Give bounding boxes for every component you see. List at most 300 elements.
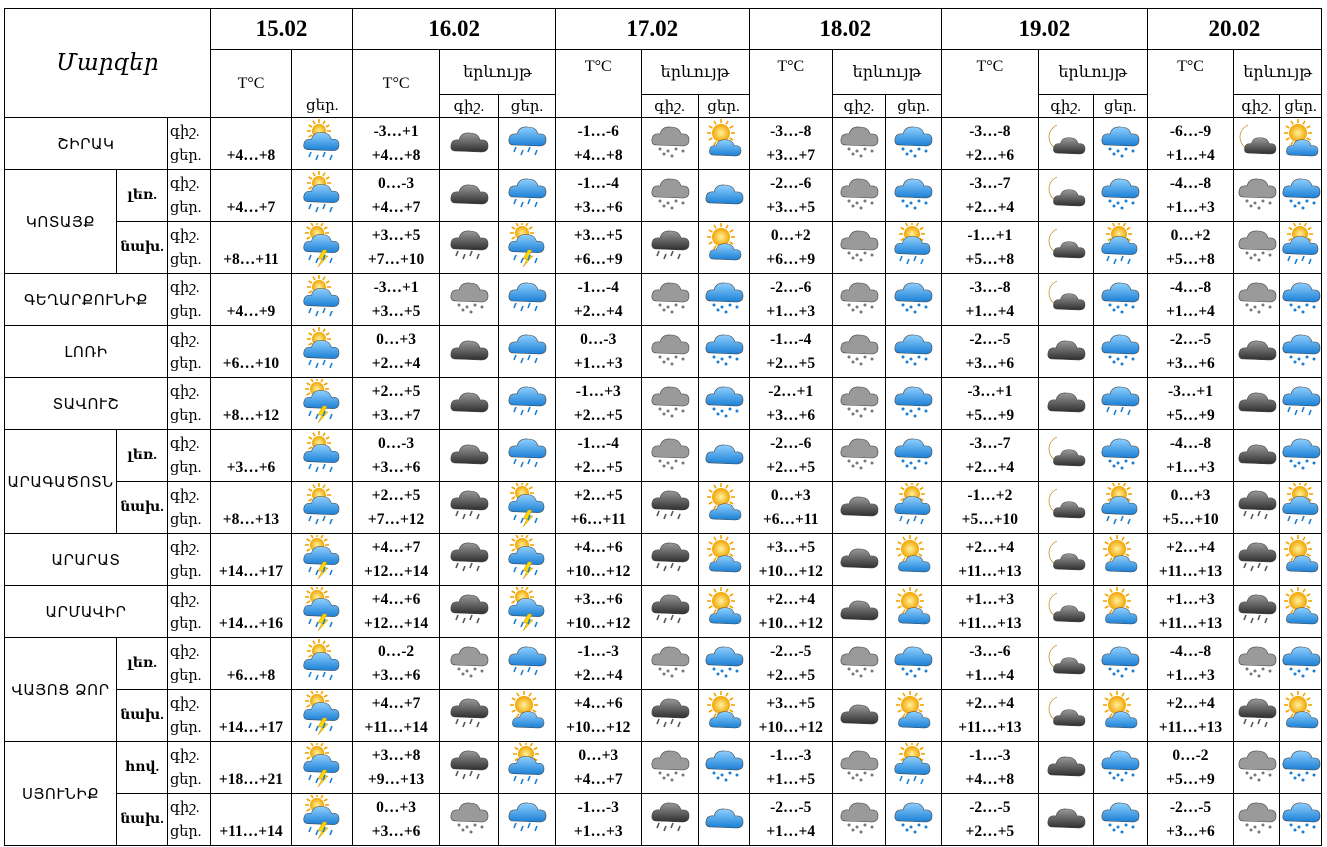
weather-icon-cell [498,222,555,274]
weather-icon-cell [439,274,498,326]
temp-cell: -1…-6 +4…+8 [555,118,641,170]
weather-icon-cell [439,170,498,222]
temp-cell: -4…-8 +1…+3 [1147,430,1234,482]
blue-snow-icon [1280,795,1321,839]
blue-snow-icon [1280,743,1321,787]
temp-cell: +3…+5 +10…+12 [749,534,833,586]
weather-icon-cell [498,586,555,638]
temp-cell: -1…+3 +2…+5 [555,378,641,430]
temp-cell: -3…-7 +2…+4 [941,170,1038,222]
cloud-dark-icon [448,119,490,163]
weather-icon-cell [698,430,749,482]
weather-icon-cell [1234,534,1280,586]
weather-icon-cell [1234,378,1280,430]
storm-sun-icon [301,535,343,579]
weather-icon-cell [698,378,749,430]
temp-cell: +3…+6 [210,430,291,482]
cloud-dark-icon [1045,795,1087,839]
day-subheader: ցեր. [1093,95,1147,118]
subregion-label: նախ. [117,794,168,846]
cloud-dark-icon [448,379,490,423]
snow-cloud-icon [448,275,490,319]
weather-icon-cell [1038,378,1093,430]
subregion-label: լեռ. [117,638,168,690]
weather-icon-cell [1234,690,1280,742]
temp-cell: -4…-8 +1…+3 [1147,170,1234,222]
rain-dark-icon [1236,587,1278,631]
temp-cell: +1…+3 +11…+13 [941,586,1038,638]
cloud-dark-icon [1045,743,1087,787]
weather-icon-cell [439,326,498,378]
day-subheader: ցեր. [498,95,555,118]
table-row [5,222,1322,274]
sun-cloud-icon [1099,587,1141,631]
table-row [5,482,1322,534]
temp-cell: +8…+12 [210,378,291,430]
weather-icon-cell [641,742,698,794]
weather-icon-cell [498,742,555,794]
night-day-labels: գիշ. ցեր. [167,742,210,794]
weather-icon-cell [1280,170,1322,222]
temp-cell: -4…-8 +1…+3 [1147,638,1234,690]
temp-header: T°C [941,50,1038,118]
temp-cell: +3…+5 +6…+9 [555,222,641,274]
day-subheader: ցեր. [292,95,353,118]
weather-icon-cell [439,794,498,846]
weather-icon-cell [698,690,749,742]
weather-icon-cell [1280,430,1322,482]
rain-dark-icon [448,535,490,579]
moon-cloud-icon [1045,119,1087,163]
snow-cloud-icon [838,743,880,787]
weather-icon-cell [833,482,886,534]
table-row [5,274,1322,326]
weather-icon-cell [1093,118,1147,170]
weather-icon-cell [1038,326,1093,378]
snow-cloud-icon [1236,223,1278,267]
cloud-dark-icon [1236,327,1278,371]
temp-cell: 0…-2 +5…+9 [1147,742,1234,794]
cloud-rain-icon [1280,379,1321,423]
rain-sun-icon [301,431,343,475]
sun-cloud-icon [1280,535,1321,579]
weather-icon-cell [1038,482,1093,534]
weather-icon-cell [1038,742,1093,794]
moon-cloud-icon [1045,639,1087,683]
rain-dark-icon [649,691,691,735]
weather-icon-cell [1280,586,1322,638]
night-day-labels: գիշ. ցեր. [167,690,210,742]
temp-cell: -1…-4 +3…+6 [555,170,641,222]
temp-cell: 0…+3 +5…+10 [1147,482,1234,534]
weather-icon-cell [1038,170,1093,222]
weather-icon-cell [698,274,749,326]
moon-cloud-icon [1045,431,1087,475]
weather-icon-cell [292,482,353,534]
weather-icon-cell [1038,534,1093,586]
date-header: 15.02 [210,9,353,50]
temp-cell: +2…+4 +11…+13 [1147,534,1234,586]
weather-icon-cell [833,118,886,170]
weather-icon-cell [833,222,886,274]
weather-icon-cell [833,430,886,482]
temp-cell: +4…+7 +12…+14 [353,534,440,586]
temp-cell: +3…+5 +7…+10 [353,222,440,274]
temp-cell: +4…+6 +10…+12 [555,534,641,586]
rain-dark-icon [448,483,490,527]
snow-cloud-icon [1236,743,1278,787]
moon-cloud-icon [1045,691,1087,735]
weather-icon-cell [1093,586,1147,638]
temp-cell: 0…+3 +2…+4 [353,326,440,378]
temp-cell: 0…-2 +3…+6 [353,638,440,690]
cloud-rain-icon [506,119,548,163]
phen-header-empty [292,50,353,95]
weather-icon-cell [292,534,353,586]
weather-icon-cell [439,118,498,170]
weather-icon-cell [1234,794,1280,846]
weather-icon-cell [1234,274,1280,326]
blue-snow-icon [892,119,934,163]
subregion-label: լեռ. [117,170,168,222]
rain-sun-icon [301,639,343,683]
storm-sun-icon [301,379,343,423]
weather-icon-cell [1093,638,1147,690]
weather-icon-cell [641,586,698,638]
night-subheader: գիշ. [1234,95,1280,118]
temp-cell: -3…+1 +4…+8 [353,118,440,170]
weather-icon-cell [833,534,886,586]
blue-snow-icon [1099,171,1141,215]
weather-icon-cell [292,430,353,482]
blue-snow-icon [892,431,934,475]
cloud-rain-icon [1099,379,1141,423]
blue-snow-icon [1099,275,1141,319]
temp-header: T°C [1147,50,1234,118]
cloud-blue-icon [703,431,745,475]
blue-snow-icon [1280,275,1321,319]
storm-sun-icon [301,691,343,735]
weather-icon-cell [292,742,353,794]
night-day-labels: գիշ. ցեր. [167,118,210,170]
temp-cell: 0…-3 +3…+6 [353,430,440,482]
temp-cell: -1…-3 +1…+3 [555,794,641,846]
weather-icon-cell [885,274,941,326]
weather-icon-cell [833,586,886,638]
weather-icon-cell [292,170,353,222]
weather-icon-cell [292,222,353,274]
night-subheader: գիշ. [439,95,498,118]
table-row [5,586,1322,638]
weather-icon-cell [698,794,749,846]
weather-icon-cell [885,742,941,794]
temp-cell: -1…-4 +2…+4 [555,274,641,326]
weather-icon-cell [439,638,498,690]
weather-icon-cell [641,534,698,586]
snow-cloud-icon [649,275,691,319]
weather-icon-cell [885,430,941,482]
blue-snow-icon [892,171,934,215]
weather-icon-cell [698,638,749,690]
snow-cloud-icon [838,639,880,683]
table-row [5,170,1322,222]
sun-cloud-icon [703,119,745,163]
weather-icon-cell [698,326,749,378]
day-subheader: ցեր. [1280,95,1322,118]
weather-icon-cell [833,274,886,326]
weather-icon-cell [498,482,555,534]
table-row [5,638,1322,690]
weather-icon-cell [439,482,498,534]
phen-header: երևույթ [1234,50,1322,95]
temp-cell: -1…-3 +1…+5 [749,742,833,794]
snow-cloud-icon [838,379,880,423]
weather-icon-cell [1280,274,1322,326]
forecast-table [4,8,1322,846]
temp-cell: +14…+16 [210,586,291,638]
weather-icon-cell [641,690,698,742]
temp-cell: -1…-3 +2…+4 [555,638,641,690]
weather-icon-cell [1234,586,1280,638]
phen-header: երևույթ [833,50,942,95]
weather-icon-cell [1038,430,1093,482]
storm-sun-icon [506,535,548,579]
weather-icon-cell [1093,482,1147,534]
subregion-label: նախ. [117,222,168,274]
subregion-label: հով. [117,742,168,794]
temp-cell: 0…-3 +4…+7 [353,170,440,222]
temp-cell: +2…+5 +6…+11 [555,482,641,534]
weather-icon-cell [698,222,749,274]
sun-cloud-icon [703,587,745,631]
cloud-blue-icon [703,795,745,839]
rain-sun-icon [301,275,343,319]
rain-dark-icon [649,587,691,631]
weather-icon-cell [641,118,698,170]
blue-snow-icon [1280,171,1321,215]
temp-cell: -3…-8 +1…+4 [941,274,1038,326]
phen-header: երևույթ [641,50,749,95]
rain-dark-icon [1236,691,1278,735]
weather-icon-cell [698,586,749,638]
temp-cell: -1…-4 +2…+5 [749,326,833,378]
snow-cloud-icon [838,223,880,267]
region-name: ԱՐԱԳԱԾՈՏՆ [5,430,117,534]
cloud-rain-icon [506,431,548,475]
temp-header: T°C [749,50,833,118]
weather-icon-cell [885,378,941,430]
sun-rain-icon [1280,223,1321,267]
snow-cloud-icon [649,431,691,475]
weather-icon-cell [641,482,698,534]
weather-icon-cell [1093,534,1147,586]
temp-cell: +3…+5 +10…+12 [749,690,833,742]
weather-icon-cell [1093,326,1147,378]
snow-cloud-icon [838,327,880,371]
rain-dark-icon [448,691,490,735]
region-name: ԳԵՂԱՐՔՈՒՆԻՔ [5,274,168,326]
subregion-label: նախ. [117,482,168,534]
rain-sun-icon [301,119,343,163]
temp-cell: +8…+11 [210,222,291,274]
weather-icon-cell [641,326,698,378]
weather-icon-cell [498,118,555,170]
weather-icon-cell [833,378,886,430]
sun-cloud-icon [892,691,934,735]
sun-cloud-icon [1280,119,1321,163]
temp-cell: -2…-5 +1…+4 [749,794,833,846]
cloud-dark-icon [1236,379,1278,423]
night-day-labels: գիշ. ցեր. [167,430,210,482]
weather-icon-cell [1234,170,1280,222]
date-header: 19.02 [941,9,1147,50]
cloud-dark-icon [448,431,490,475]
weather-icon-cell [1093,170,1147,222]
temp-cell: +6…+10 [210,326,291,378]
table-row [5,794,1322,846]
weather-icon-cell [1038,638,1093,690]
weather-icon-cell [439,378,498,430]
rain-sun-icon [301,327,343,371]
subregion-label: նախ. [117,690,168,742]
storm-sun-icon [301,743,343,787]
blue-snow-icon [1099,119,1141,163]
blue-snow-icon [892,639,934,683]
sun-cloud-icon [703,223,745,267]
weather-icon-cell [498,690,555,742]
rain-dark-icon [649,795,691,839]
moon-cloud-icon [1045,275,1087,319]
weather-icon-cell [498,274,555,326]
weather-icon-cell [1093,794,1147,846]
temp-cell: -3…+1 +3…+5 [353,274,440,326]
region-name: ԱՐԱՐԱՏ [5,534,168,586]
phen-header: երևույթ [1038,50,1147,95]
weather-icon-cell [1280,482,1322,534]
weather-icon-cell [498,430,555,482]
weather-icon-cell [885,638,941,690]
weather-icon-cell [292,586,353,638]
temp-cell: -1…+2 +5…+10 [941,482,1038,534]
night-day-labels: գիշ. ցեր. [167,378,210,430]
snow-cloud-icon [1236,639,1278,683]
weather-icon-cell [698,482,749,534]
weather-icon-cell [1234,118,1280,170]
temp-cell: +4…+8 [210,118,291,170]
cloud-dark-icon [838,587,880,631]
weather-icon-cell [885,794,941,846]
storm-sun-icon [301,223,343,267]
rain-dark-icon [448,743,490,787]
snow-cloud-icon [838,171,880,215]
weather-icon-cell [1234,742,1280,794]
weather-icon-cell [292,274,353,326]
snow-cloud-icon [649,327,691,371]
cloud-dark-icon [1045,379,1087,423]
weather-icon-cell [498,534,555,586]
temp-cell: 0…+3 +6…+11 [749,482,833,534]
weather-icon-cell [292,118,353,170]
weather-icon-cell [1280,326,1322,378]
temp-cell: -3…-8 +3…+7 [749,118,833,170]
sun-cloud-icon [1280,587,1321,631]
weather-icon-cell [641,378,698,430]
temp-cell: -3…+1 +5…+9 [1147,378,1234,430]
cloud-dark-icon [1045,327,1087,371]
weather-icon-cell [439,430,498,482]
table-row [5,534,1322,586]
date-header: 16.02 [353,9,556,50]
region-name: ՍՅՈՒՆԻՔ [5,742,117,846]
moon-cloud-icon [1045,483,1087,527]
temp-cell: -2…-5 +3…+6 [941,326,1038,378]
blue-snow-icon [1099,639,1141,683]
temp-cell: -6…-9 +1…+4 [1147,118,1234,170]
weather-icon-cell [439,222,498,274]
weather-icon-cell [1093,378,1147,430]
weather-icon-cell [1280,794,1322,846]
temp-cell: +2…+4 +11…+13 [1147,690,1234,742]
temp-cell: +2…+4 +11…+13 [941,534,1038,586]
cloud-rain-icon [506,171,548,215]
weather-icon-cell [498,378,555,430]
day-subheader: ցեր. [698,95,749,118]
temp-cell: +4…+6 +12…+14 [353,586,440,638]
weather-icon-cell [439,690,498,742]
temp-cell: -3…-8 +2…+6 [941,118,1038,170]
weather-icon-cell [292,326,353,378]
snow-cloud-icon [649,119,691,163]
weather-icon-cell [1280,638,1322,690]
temp-cell: 0…-3 +1…+3 [555,326,641,378]
weather-icon-cell [292,638,353,690]
weather-icon-cell [498,638,555,690]
weather-icon-cell [1280,118,1322,170]
temp-cell: -3…+1 +5…+9 [941,378,1038,430]
storm-sun-icon [506,483,548,527]
temp-cell: +4…+7 +11…+14 [353,690,440,742]
storm-sun-icon [301,795,343,839]
snow-cloud-icon [448,795,490,839]
temp-cell: +2…+5 +3…+7 [353,378,440,430]
weather-icon-cell [833,742,886,794]
sun-rain-icon [1099,223,1141,267]
rain-dark-icon [1236,483,1278,527]
weather-icon-cell [1093,274,1147,326]
date-header: 20.02 [1147,9,1321,50]
cloud-dark-icon [448,327,490,371]
snow-cloud-icon [838,275,880,319]
weather-icon-cell [641,794,698,846]
weather-icon-cell [1280,534,1322,586]
sun-cloud-icon [1280,691,1321,735]
weather-icon-cell [641,638,698,690]
sun-cloud-icon [892,587,934,631]
weather-icon-cell [1234,638,1280,690]
cloud-dark-icon [1236,431,1278,475]
region-name: ՎԱՅՈՑ ՁՈՐ [5,638,117,742]
snow-cloud-icon [649,639,691,683]
rain-sun-icon [301,483,343,527]
snow-cloud-icon [1236,275,1278,319]
cloud-blue-icon [703,171,745,215]
temp-cell: +2…+5 +7…+12 [353,482,440,534]
rain-dark-icon [448,587,490,631]
weather-icon-cell [698,534,749,586]
weather-icon-cell [833,794,886,846]
weather-icon-cell [439,586,498,638]
snow-cloud-icon [838,119,880,163]
